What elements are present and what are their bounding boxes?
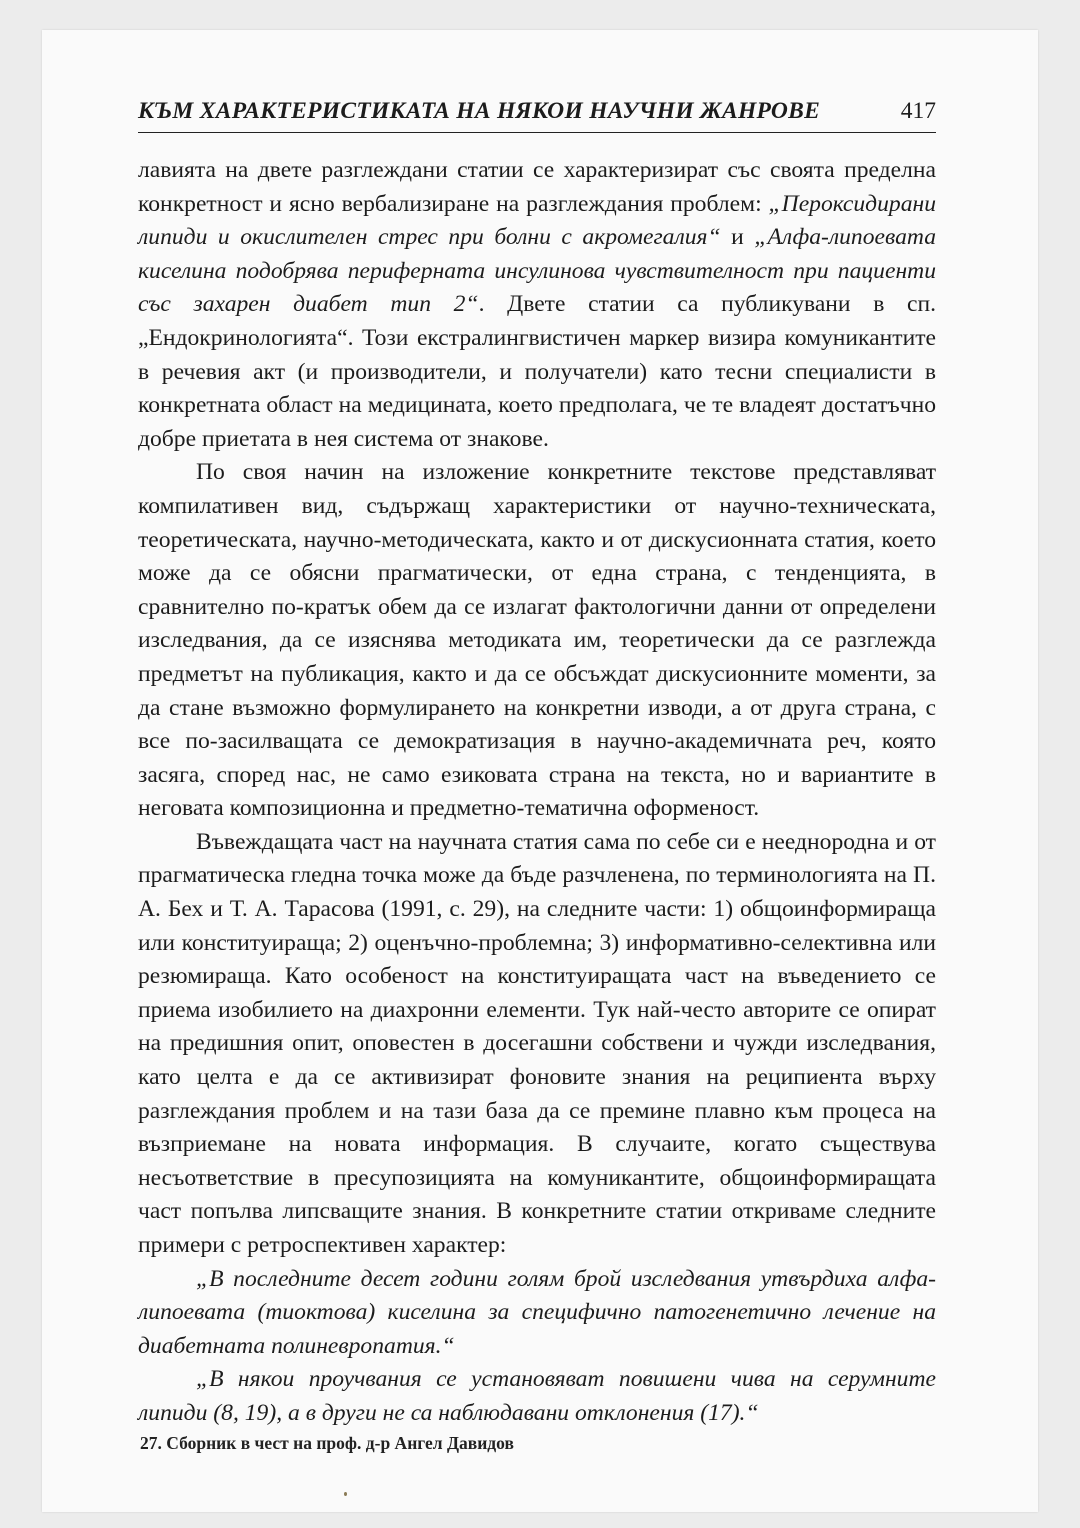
quote-2: „В някои проучвания се установяват повишени чива на серумните липиди (8, 19), а в други не са наблюдавани отклонения (17).“ [138,1366,936,1426]
article-title-2: „Алфа-липоевата киселина подобрява периферната инсулинова чувствителност при пациенти със захарен диабет тип 2“ [138,224,936,318]
signature-note: 27. Сборник в чест на проф. д-р Ангел Давидов [140,1433,514,1453]
article-title-1: „Пероксидирани липиди и окислителен стрес при болни с акромегалия“ [138,190,936,251]
quote-1: „В последните десет години голям брой изследвания утвърдиха алфа-липоевата (тиоктова) киселина за специфично патогенетично лечение на диабетната полиневропатия.“ [138,1265,936,1359]
body-text [138,154,936,1431]
running-title: КЪМ ХАРАКТЕРИСТИКАТА НА НЯКОИ НАУЧНИ ЖАНРОВЕ [138,98,821,124]
paragraph-1 [138,154,936,456]
paragraph-1-rest: . Двете статии са публикувани в сп. „Ендокринологията“. Този екстралингвистичен маркер визира комуникантите в речевия акт (и производители, и получатели) като тесни специалисти в конкретната област на медицината, което предполага, че те владеят достатъчно добре приетата в нея система от знакове. [138,291,936,452]
page-number: 417 [900,98,936,124]
paragraph-2: По своя начин на изложение конкретните текстове представляват компилативен вид, съдържащ характеристики от научно-техническата, теоретическата, научно-методическата, както и от дискусионната статия, което може да се обясни прагматически, от една страна, с тенденцията, в сравнително по-кратък обем да се излагат фактологични данни от определени изследвания, да се изяснява методиката им, теоретически да се разглежда предметът на публикация, както и да се обсъждат дискусионните моменти, за да стане възможно формулирането на конкретни изводи, а от друга страна, с все по-засилващата се демократизация в научно-академичната реч, която засяга, според нас, не само езиковата страна на текста, но и вариантите в неговата композиционна и предметно-тематична оформеност. [138,459,936,822]
running-header [138,92,936,133]
paper-speck [344,1492,347,1496]
paragraph-1-lead: лавията на двете разглеждани статии се характеризират със своята пределна конкретност и ясно вербализиране на разглеждания проблем: [138,157,936,217]
paragraph-3: Въвеждащата част на научната статия сама по себе си е нееднородна и от прагматическа гледна точка може да бъде разчленена, по терминологията на П. А. Бех и Т. А. Тарасова (1991, с. 29), на следните части: 1) общоинформираща или конституираща; 2) оценъчно-проблемна; 3) информативно-селективна или резюмираща. Като особеност на конституиращата част на въведението се приема изобилието на диахронни елементи. Тук най-често авторите се опират на предишния опит, оповестен в досегашни собствени и чужди изследвания, като целта е да се активизират фоновите знания на реципиента върху разглеждания проблем и на тази база да се премине плавно към процеса на възприемане на новата информация. В случаите, когато съществува несъответствие в пресупозицията на комуникантите, общоинформиращата част попълва липсващите знания. В конкретните статии откриваме следните примери с ретроспективен характер: [138,828,936,1258]
paragraph-1-conjunction: и [720,224,755,251]
